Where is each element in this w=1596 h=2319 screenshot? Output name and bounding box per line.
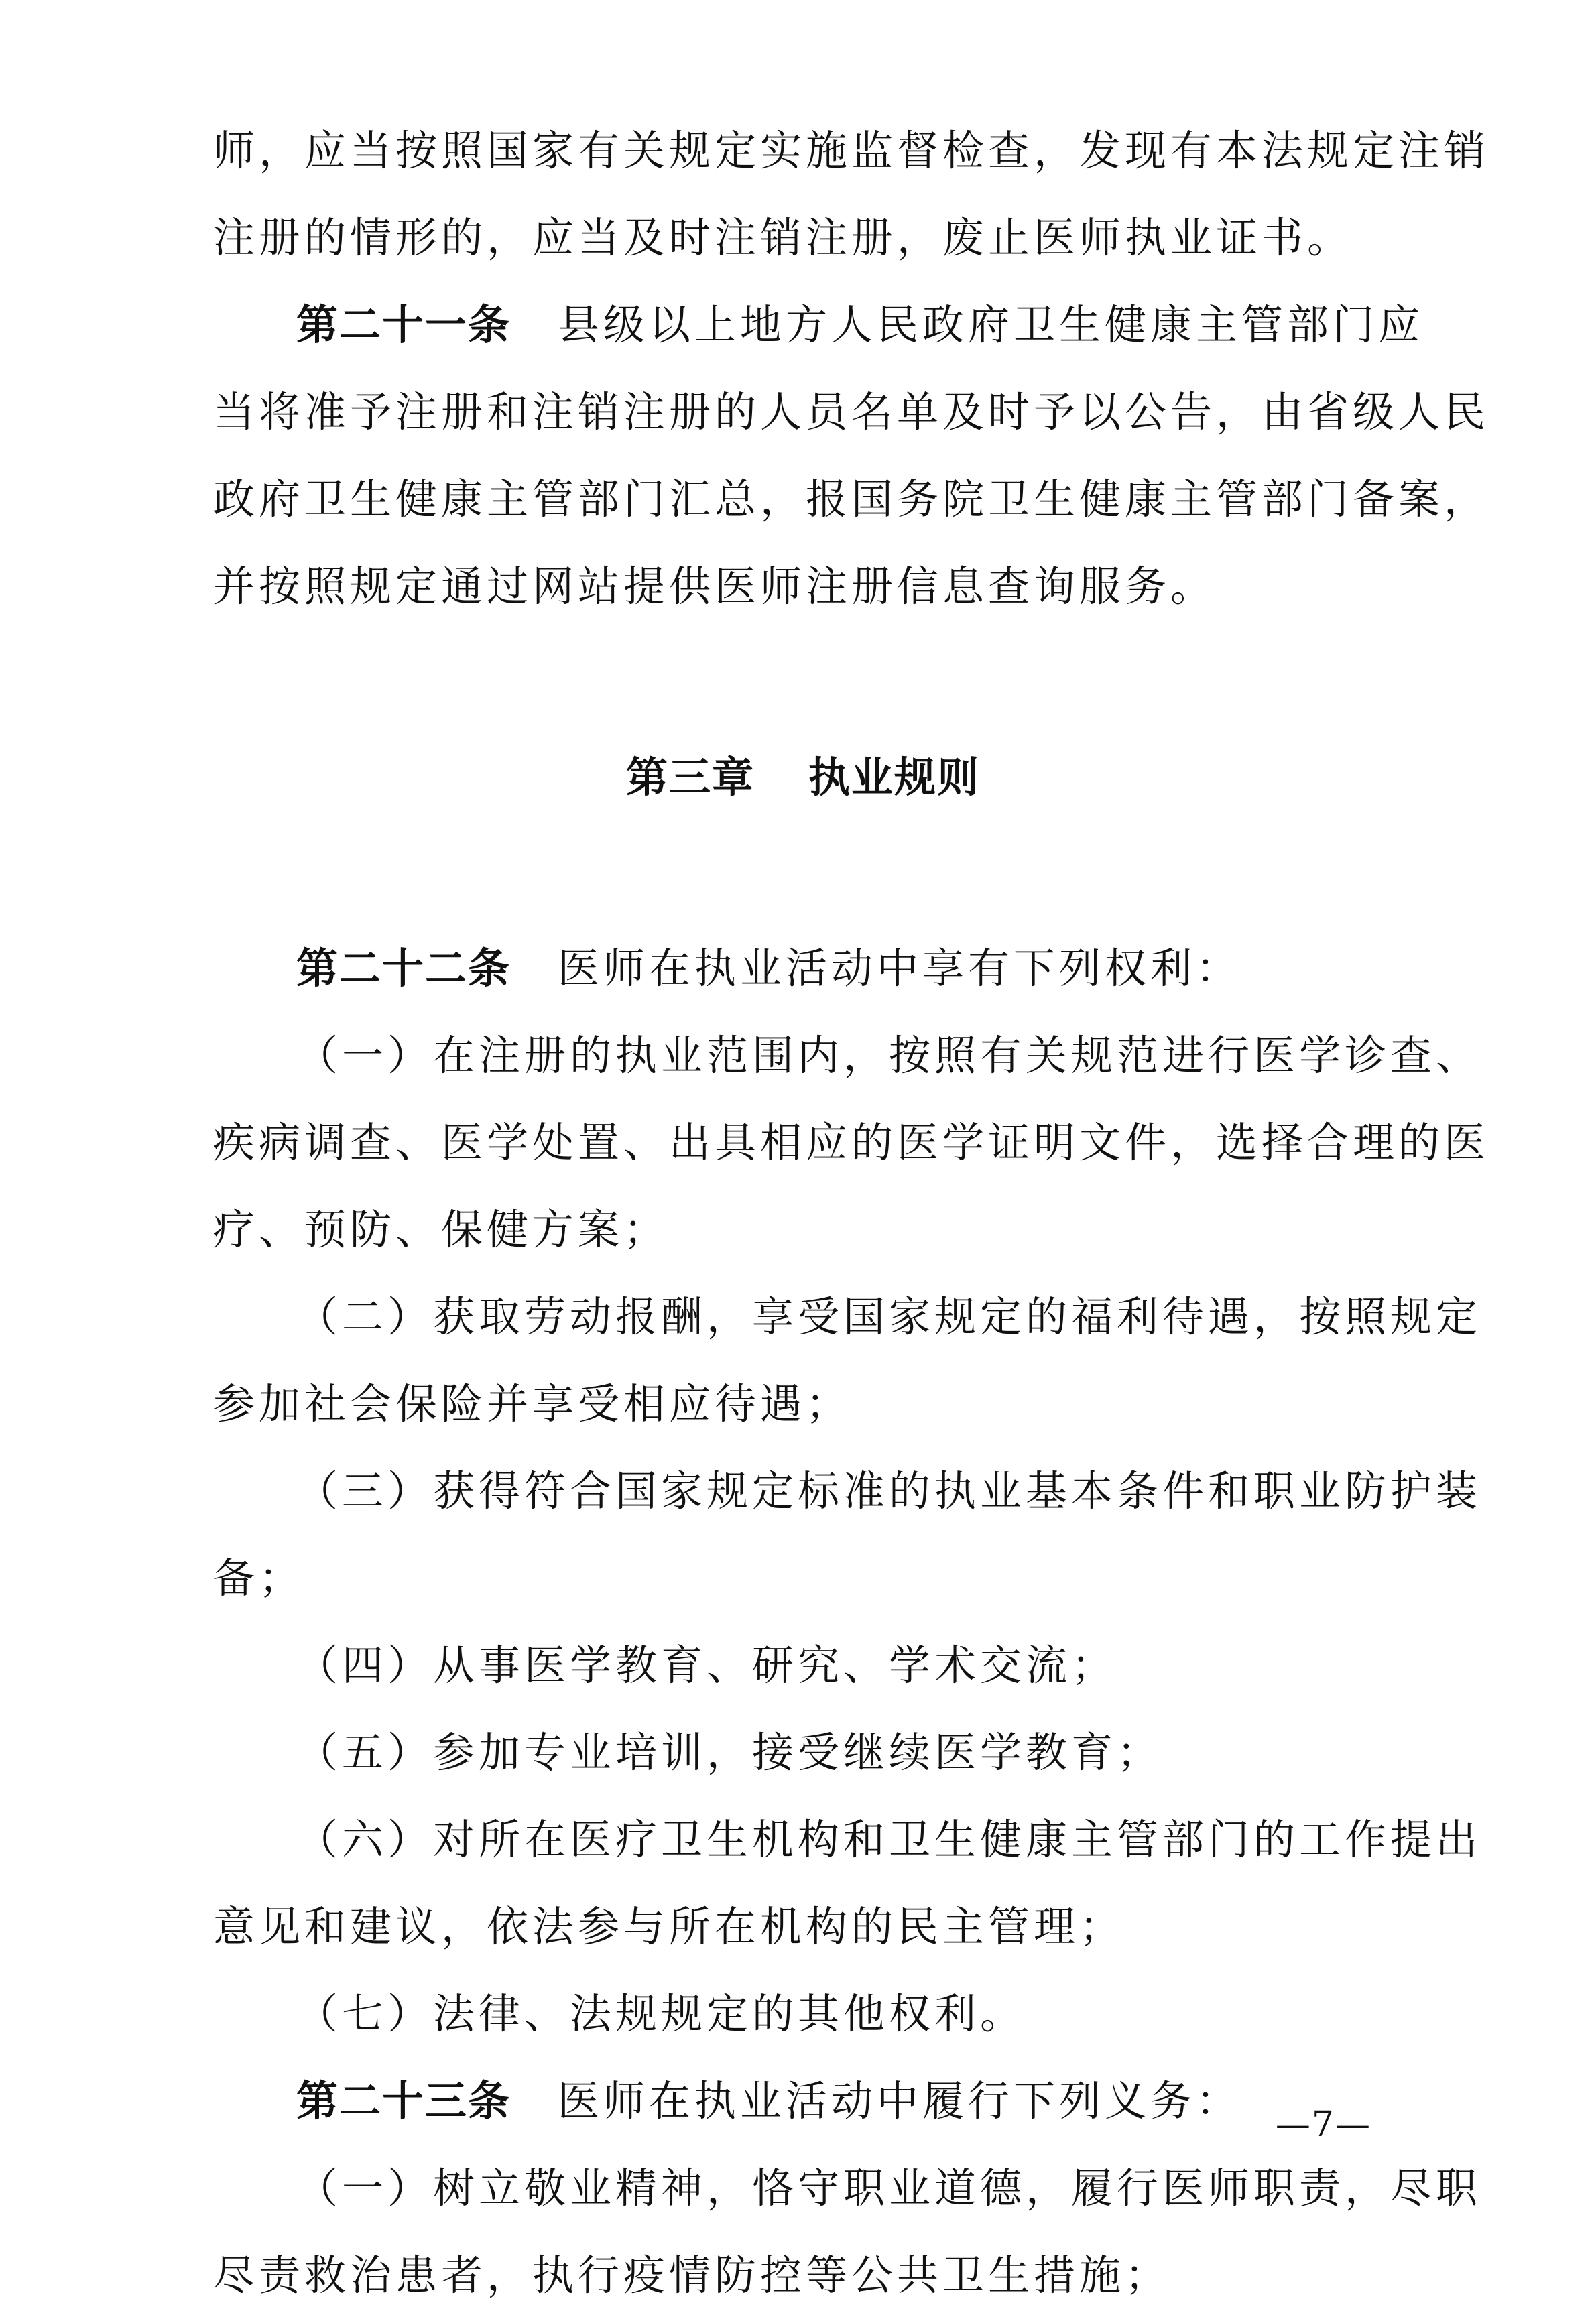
article-21-first-line [213,281,1424,369]
text-line: 医师在执业活动中履行下列义务： [558,2076,1242,2125]
list-item-line: （二）获取劳动报酬，享受国家规定的福利待遇，按照规定 [296,1292,1482,1341]
article-23-first-line [213,2058,1393,2145]
text-line: 当将准予注册和注销注册的人员名单及时予以公告，由省级人民 [213,387,1490,436]
list-item-line: （一）树立敬业精神，恪守职业道德，履行医师职责，尽职 [296,2164,1482,2212]
article-22-first-line [213,925,1393,1012]
text-line: 医师在执业活动中享有下列权利： [558,944,1242,993]
article-heading: 第二十一条 [296,300,511,349]
chapter-number: 第三章 [625,753,755,802]
list-item-line: （七）法律、法规规定的其他权利。 [296,1989,1026,2038]
list-item-line: 疾病调查、医学处置、出具相应的医学证明文件，选择合理的医 [213,1118,1490,1167]
list-item-line: 尽责救治患者，执行疫情防控等公共卫生措施； [213,2251,1171,2300]
text-line: 师，应当按照国家有关规定实施监督检查，发现有本法规定注销 [213,126,1490,175]
list-item-line: 意见和建议，依法参与所在机构的民主管理； [213,1902,1125,1951]
list-item-line: （一）在注册的执业范围内，按照有关规范进行医学诊查、 [296,1031,1482,1080]
list-item-line: （三）获得符合国家规定标准的执业基本条件和职业防护装 [296,1466,1482,1515]
page-number: —7— [1275,2105,1371,2145]
article-heading: 第二十二条 [296,944,511,993]
text-line: 政府卫生健康主管部门汇总，报国务院卫生健康主管部门备案， [213,475,1490,523]
text-line: 县级以上地方人民政府卫生健康主管部门应 [558,300,1424,349]
document-body [213,107,1490,2319]
list-item-line: 参加社会保险并享受相应待遇； [213,1379,852,1428]
list-item-line: （六）对所在医疗卫生机构和卫生健康主管部门的工作提出 [296,1815,1482,1864]
text-line: 并按照规定通过网站提供医师注册信息查询服务。 [213,562,1217,611]
chapter-title: 执业规则 [808,753,981,802]
list-item-line: （五）参加专业培训，接受继续医学教育； [296,1728,1163,1777]
chapter-heading [213,734,1393,821]
list-item-line: （四）从事医学教育、研究、学术交流； [296,1641,1117,1690]
list-item-line: 疗、预防、保健方案； [213,1205,670,1254]
article-heading: 第二十三条 [296,2076,511,2125]
list-item-line: 备； [213,1554,305,1603]
text-line: 注册的情形的，应当及时注销注册，废止医师执业证书。 [213,213,1353,262]
